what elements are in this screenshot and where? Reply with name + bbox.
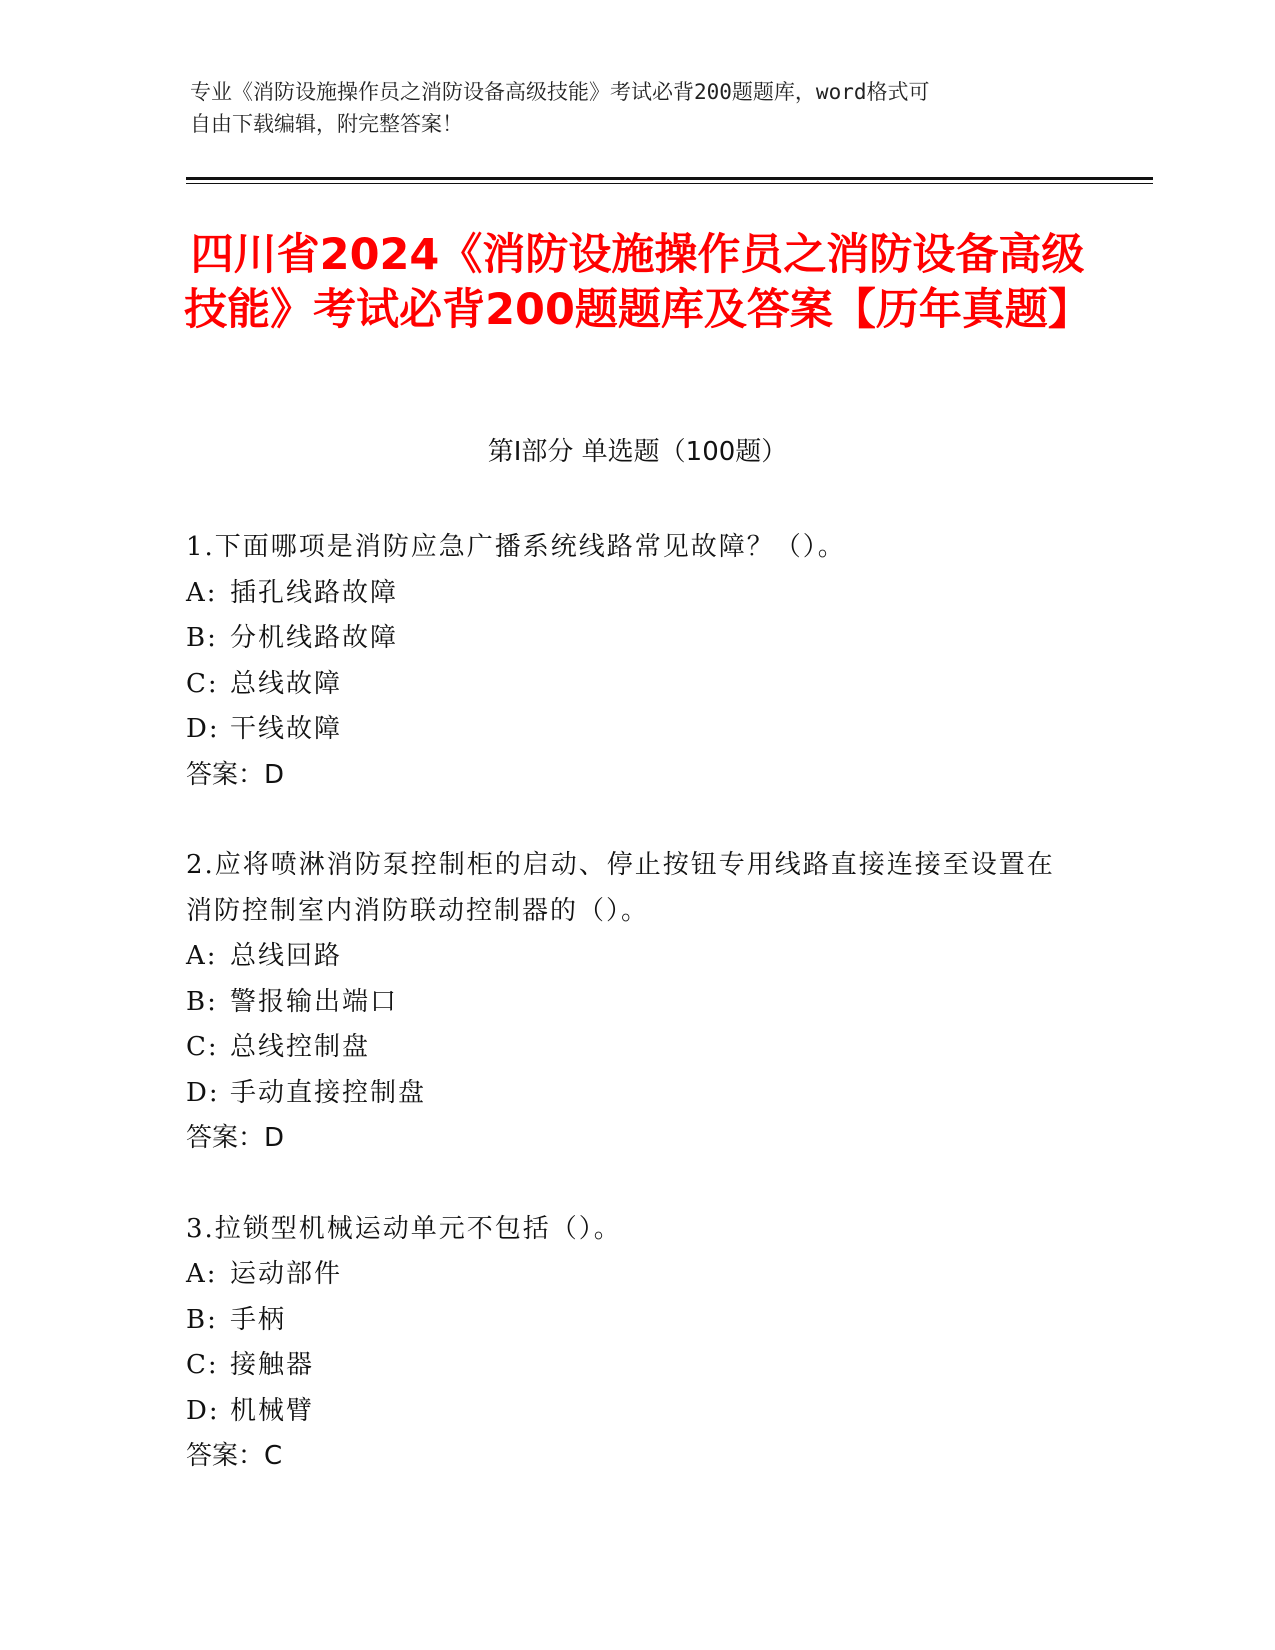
option-text: 总线回路 [230, 941, 343, 971]
option-key: A: [186, 1259, 218, 1289]
option-c [186, 1025, 1066, 1071]
option-key: B: [186, 986, 218, 1017]
option-b [186, 616, 1066, 662]
document-title: 四川省2024《消防设施操作员之消防设备高级技能》考试必背200题题库及答案【历年真题】 [184, 230, 1091, 335]
question-item [186, 1207, 1066, 1480]
option-text: 手动直接控制盘 [230, 1077, 427, 1108]
option-d [186, 1071, 1066, 1117]
option-key: D: [186, 714, 220, 744]
option-d [186, 1389, 1066, 1435]
option-text: 分机线路故障 [230, 623, 399, 653]
option-key: D: [186, 1395, 220, 1426]
header-divider-thick [186, 177, 1153, 180]
option-b [186, 980, 1066, 1026]
option-key: C: [186, 1032, 219, 1062]
option-a [186, 1252, 1066, 1298]
option-text: 插孔线路故障 [230, 577, 399, 608]
answer-line: 答案：D [186, 759, 285, 790]
option-b [186, 1298, 1066, 1344]
option-text: 警报输出端口 [230, 986, 399, 1017]
option-c [186, 1343, 1066, 1389]
option-text: 干线故障 [230, 714, 343, 744]
question-stem: 2.应将喷淋消防泵控制柜的启动、停止按钮专用线路直接连接至设置在消防控制室内消防联动控制器的（）。 [186, 850, 1055, 926]
question-item [186, 843, 1066, 1162]
answer-line: 答案：D [186, 1123, 285, 1153]
option-key: C: [186, 1350, 219, 1380]
option-a [186, 571, 1066, 617]
option-key: B: [186, 1304, 218, 1335]
header-note-line: 专业《消防设施操作员之消防设备高级技能》考试必背200题题库，word格式可 [190, 80, 930, 104]
question-list [186, 525, 1066, 1525]
header-note [190, 76, 1070, 140]
question-item [186, 525, 1066, 798]
header-divider-thin [186, 183, 1153, 184]
header-note-line: 自由下载编辑，附完整答案！ [190, 112, 463, 136]
option-text: 运动部件 [230, 1259, 343, 1289]
option-text: 接触器 [230, 1350, 315, 1380]
option-text: 总线故障 [230, 668, 343, 699]
section-title: 第Ⅰ部分 单选题（100题） [487, 437, 788, 467]
question-stem: 3.拉锁型机械运动单元不包括（）。 [186, 1213, 622, 1244]
option-text: 机械臂 [230, 1395, 315, 1426]
option-key: D: [186, 1077, 220, 1108]
option-c [186, 662, 1066, 708]
question-stem: 1.下面哪项是消防应急广播系统线路常见故障？（）。 [186, 532, 846, 562]
option-text: 总线控制盘 [230, 1032, 371, 1062]
option-key: A: [186, 941, 218, 971]
option-d [186, 707, 1066, 753]
answer-line: 答案：C [186, 1441, 283, 1471]
option-key: A: [186, 577, 218, 608]
option-text: 手柄 [230, 1304, 287, 1335]
option-key: B: [186, 623, 218, 653]
option-a [186, 934, 1066, 980]
option-key: C: [186, 668, 219, 699]
